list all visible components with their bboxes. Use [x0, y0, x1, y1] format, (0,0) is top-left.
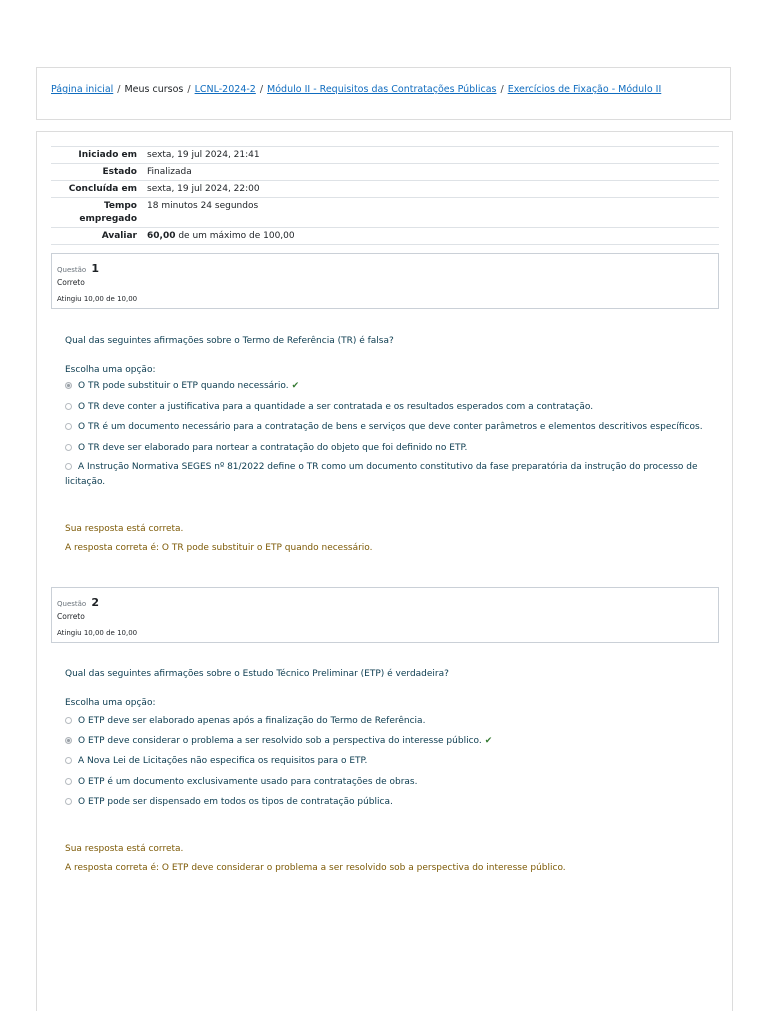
feedback-text: Sua resposta está correta. — [65, 844, 184, 854]
answer-option-label: O ETP deve considerar o problema a ser resolvido sob a perspectiva do interesse público. — [78, 736, 482, 746]
radio-icon[interactable] — [65, 737, 72, 744]
answer-option-label: A Instrução Normativa SEGES nº 81/2022 define o TR como um documento constitutivo da fase preparatória da instrução do processo de licitação. — [65, 462, 698, 487]
feedback-text: Sua resposta está correta. — [65, 524, 184, 534]
summary-value — [142, 228, 719, 245]
quiz-review-card — [36, 131, 733, 1011]
summary-value: sexta, 19 jul 2024, 22:00 — [147, 184, 260, 194]
question-info-box — [51, 253, 719, 309]
summary-label: Concluída em — [68, 184, 137, 194]
summary-row — [51, 228, 719, 245]
answer-option[interactable] — [65, 756, 367, 766]
time-label-line2: empregado — [79, 214, 137, 224]
answer-option[interactable] — [65, 422, 703, 432]
answer-prompt: Escolha uma opção: — [65, 698, 156, 708]
radio-icon[interactable] — [65, 444, 72, 451]
radio-icon[interactable] — [65, 757, 72, 764]
radio-icon[interactable] — [65, 778, 72, 785]
answer-option-label: O ETP deve ser elaborado apenas após a finalização do Termo de Referência. — [78, 716, 426, 726]
breadcrumb-quiz-link[interactable]: Exercícios de Fixação - Módulo II — [507, 84, 662, 95]
right-answer-text: A resposta correta é: O TR pode substituir o ETP quando necessário. — [65, 543, 373, 553]
question-number: 2 — [91, 596, 99, 609]
answer-option-label: O TR é um documento necessário para a contratação de bens e serviços que deve conter parâmetros e elementos descritivos específicos. — [78, 422, 703, 432]
question-text: Qual das seguintes afirmações sobre o Termo de Referência (TR) é falsa? — [65, 336, 394, 346]
question-text: Qual das seguintes afirmações sobre o Estudo Técnico Preliminar (ETP) é verdadeira? — [65, 669, 449, 679]
summary-label: Iniciado em — [78, 150, 137, 160]
summary-value: sexta, 19 jul 2024, 21:41 — [147, 150, 260, 160]
answer-option[interactable] — [65, 460, 705, 490]
question-state: Correto — [57, 278, 85, 287]
breadcrumb-home-link[interactable]: Página inicial — [51, 84, 114, 95]
time-label-line1: Tempo — [103, 201, 137, 211]
summary-row — [51, 181, 719, 198]
radio-icon[interactable] — [65, 798, 72, 805]
summary-row — [51, 147, 719, 164]
breadcrumb-separator: / — [187, 84, 191, 95]
check-icon: ✔ — [291, 381, 300, 391]
radio-icon[interactable] — [65, 717, 72, 724]
answer-option[interactable] — [65, 716, 425, 726]
answer-prompt: Escolha uma opção: — [65, 365, 156, 375]
summary-row — [51, 164, 719, 181]
breadcrumb-module-link[interactable]: Módulo II - Requisitos das Contratações Públicas — [267, 84, 497, 95]
breadcrumb-separator: / — [259, 84, 264, 95]
answer-option-label: O ETP pode ser dispensado em todos os tipos de contratação pública. — [78, 797, 393, 807]
question-info-box — [51, 587, 719, 643]
summary-value: Finalizada — [147, 167, 192, 177]
check-icon: ✔ — [484, 736, 493, 746]
grade-max: de um máximo de 100,00 — [175, 231, 295, 241]
breadcrumb-separator: / — [117, 84, 121, 95]
summary-value: 18 minutos 24 segundos — [147, 201, 259, 211]
breadcrumb-separator: / — [500, 84, 504, 95]
attempt-summary-table — [51, 146, 719, 245]
breadcrumb-my-courses: Meus cursos — [124, 84, 184, 95]
breadcrumb-card — [36, 67, 731, 120]
summary-label: Estado — [102, 167, 137, 177]
summary-label: Avaliar — [101, 231, 137, 241]
question-label: Questão — [57, 600, 87, 608]
answer-option-label: O TR deve conter a justificativa para a quantidade a ser contratada e os resultados esperados com a contratação. — [78, 402, 594, 412]
answer-option[interactable] — [65, 443, 467, 453]
right-answer-text: A resposta correta é: O ETP deve considerar o problema a ser resolvido sob a perspectiva do interesse público. — [65, 863, 566, 873]
summary-label — [51, 198, 142, 228]
question-state: Correto — [57, 612, 85, 621]
answer-option[interactable] — [65, 402, 593, 412]
answer-option[interactable] — [65, 381, 299, 391]
radio-icon[interactable] — [65, 423, 72, 430]
question-label: Questão — [57, 266, 87, 274]
radio-icon[interactable] — [65, 403, 72, 410]
summary-row — [51, 198, 719, 228]
question-grade: Atingiu 10,00 de 10,00 — [57, 295, 138, 303]
answer-option-label: A Nova Lei de Licitações não especifica os requisitos para o ETP. — [78, 756, 368, 766]
answer-option[interactable] — [65, 797, 393, 807]
answer-option-label: O TR pode substituir o ETP quando necessário. — [78, 381, 289, 391]
radio-icon[interactable] — [65, 463, 72, 470]
answer-option[interactable] — [65, 777, 417, 787]
answer-option-label: O ETP é um documento exclusivamente usado para contratações de obras. — [78, 777, 418, 787]
question-number: 1 — [91, 262, 99, 275]
breadcrumb — [51, 84, 661, 95]
grade-value: 60,00 — [147, 231, 176, 241]
question-grade: Atingiu 10,00 de 10,00 — [57, 629, 138, 637]
breadcrumb-course-link[interactable]: LCNL-2024-2 — [194, 84, 256, 95]
answer-option[interactable] — [65, 736, 492, 746]
answer-option-label: O TR deve ser elaborado para nortear a contratação do objeto que foi definido no ETP. — [78, 443, 468, 453]
radio-icon[interactable] — [65, 382, 72, 389]
